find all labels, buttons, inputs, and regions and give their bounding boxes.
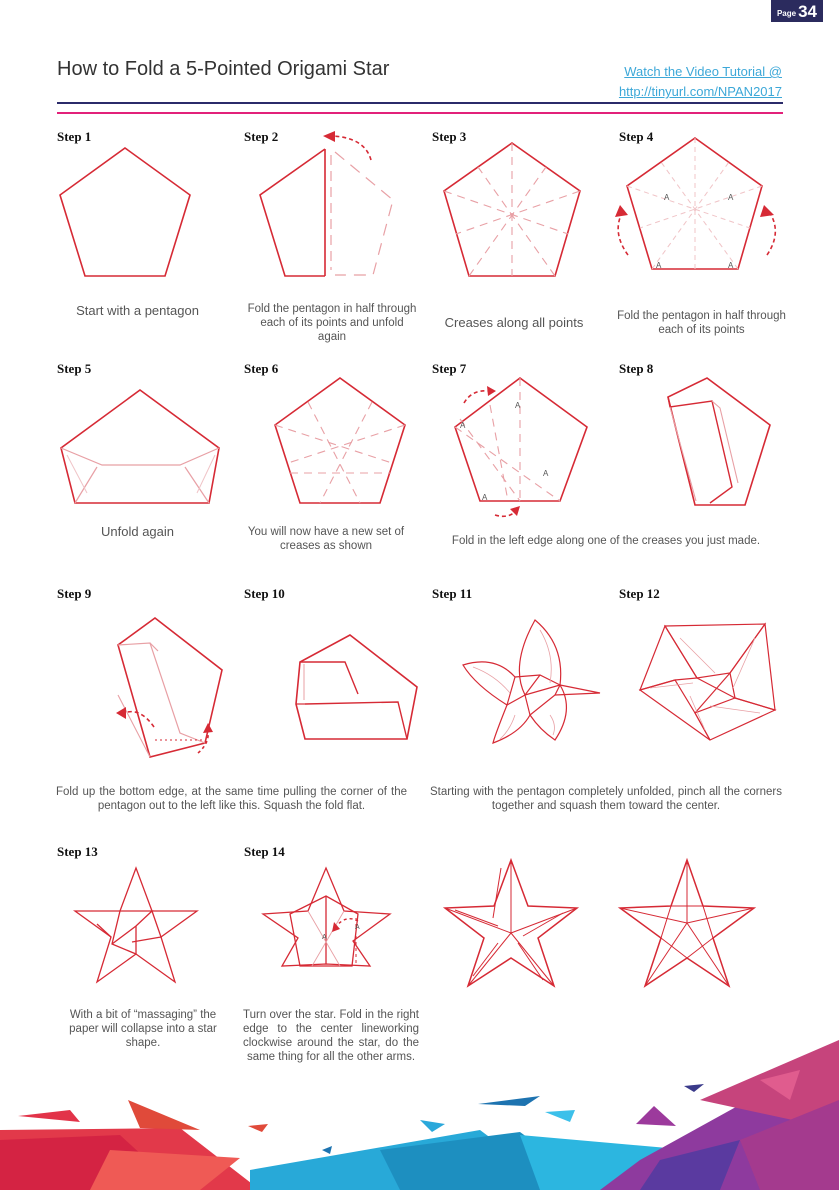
step-13-label: Step 13 [57, 844, 98, 859]
step-9-caption: Fold up the bottom edge, at the same time pulling the corner of the pentagon out to the left like this. Squash the fold flat. [56, 786, 407, 812]
step-5-unfold-diagram [57, 385, 227, 510]
point-marker: A [728, 261, 734, 270]
step-7-caption: Fold in the left edge along one of the creases you just made. [451, 535, 761, 547]
step-7-fold-left-edge-diagram [450, 375, 600, 520]
point-marker: A [355, 924, 360, 931]
decorative-polygon-banner [0, 1040, 839, 1190]
point-marker: A [515, 401, 521, 410]
step-6-caption: You will now have a new set of creases as shown [247, 526, 405, 552]
step-6-new-creases-diagram [270, 375, 410, 510]
step-14-caption: Turn over the star. Fold in the right edge to the center lineworking clockwise around the star, do the same thing for all the other arms. [243, 1009, 419, 1063]
point-marker: A [728, 193, 734, 202]
page-label: Page [776, 9, 797, 18]
step-4-caption: Fold the pentagon in half through each of its points [617, 310, 786, 336]
video-tutorial-url-link[interactable]: http://tinyurl.com/NPAN2017 [618, 84, 782, 99]
step-10-label: Step 10 [244, 586, 285, 601]
step-11-pinch-corners-diagram [455, 615, 605, 750]
step-9-label: Step 9 [57, 586, 92, 601]
point-marker: A [482, 493, 488, 502]
step-1-pentagon-diagram [55, 145, 195, 280]
header-rule-navy [57, 102, 783, 104]
point-marker: A [322, 934, 327, 941]
point-marker: A [664, 193, 670, 202]
step-2-label: Step 2 [244, 129, 279, 144]
step-11-label: Step 11 [432, 586, 473, 601]
step-4-fold-through-points-diagram [610, 135, 785, 275]
step-4-label: Step 4 [619, 129, 654, 144]
point-marker: A [460, 421, 466, 430]
step-3-label: Step 3 [432, 129, 467, 144]
step-5-label: Step 5 [57, 361, 92, 376]
step-8-folded-edge-diagram [660, 375, 775, 510]
step-1-caption: Start with a pentagon [76, 303, 199, 318]
step-13-caption: With a bit of “massaging” the paper will collapse into a star shape. [69, 1009, 217, 1049]
step-12-squash-center-diagram [635, 618, 780, 746]
finished-star-front-diagram [443, 858, 580, 988]
step-13-collapsed-star-diagram [72, 866, 200, 988]
step-5-caption: Unfold again [101, 524, 174, 539]
step-7-label: Step 7 [432, 361, 467, 376]
step-3-creases-diagram [440, 140, 585, 280]
step-1-label: Step 1 [57, 129, 92, 144]
step-8-label: Step 8 [619, 361, 654, 376]
finished-star-back-diagram [617, 858, 757, 988]
step-12-label: Step 12 [619, 586, 660, 601]
point-marker: A [543, 469, 549, 478]
step-3-caption: Creases along all points [444, 315, 584, 330]
step-14-fold-arms-diagram [260, 866, 395, 976]
step-6-label: Step 6 [244, 361, 279, 376]
step-9-fold-bottom-edge-diagram [110, 615, 235, 760]
step-2-half-fold-diagram [255, 130, 405, 280]
page-title: How to Fold a 5-Pointed Origami Star [57, 58, 390, 80]
page-number: 34 [798, 2, 818, 21]
page-number-badge [771, 0, 823, 22]
step-14-label: Step 14 [244, 844, 285, 859]
step-10-squashed-diagram [290, 632, 425, 744]
point-marker: A [656, 261, 662, 270]
step-11-caption: Starting with the pentagon completely unfolded, pinch all the corners together and squash them toward the center. [430, 786, 782, 812]
header-rule-magenta [57, 112, 783, 114]
video-tutorial-link[interactable]: Watch the Video Tutorial @ [624, 64, 782, 79]
step-2-caption: Fold the pentagon in half through each of its points and unfold again [247, 303, 417, 343]
